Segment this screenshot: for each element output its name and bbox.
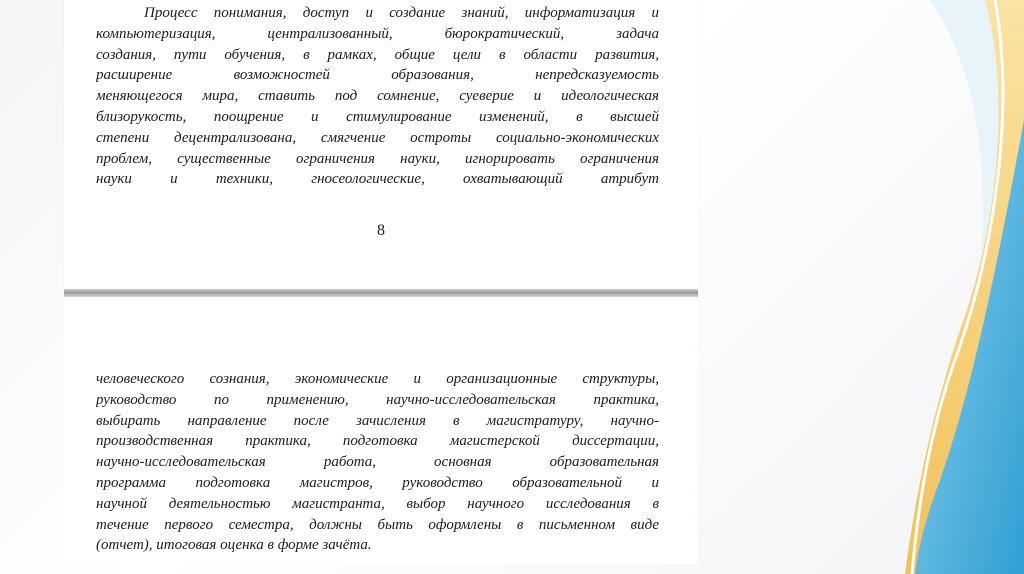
text-line: течение первого семестра, должны быть оформлены в письменном виде — [96, 516, 659, 533]
page-top-text — [96, 3, 659, 190]
document-page-bottom — [64, 297, 698, 564]
text-line: (отчет), итоговая оценка в форме зачёта. — [96, 537, 372, 554]
text-line: научно-исследовательская работа, основная образовательная — [96, 454, 659, 471]
text-line: науки и техники, гносеологические, охватывающий атрибут — [96, 171, 659, 188]
text-line: руководство по применению, научно-исследовательская практика, — [96, 391, 659, 408]
text-line: расширение возможностей образования, непредсказуемость — [96, 67, 659, 84]
text-line: научной деятельностью магистранта, выбор научного исследования в — [96, 495, 659, 512]
text-line: компьютеризация, централизованный, бюрократический, задача — [96, 25, 659, 42]
page-separator — [64, 289, 698, 297]
page-number: 8 — [377, 222, 385, 239]
text-line: меняющегося мира, ставить под сомнение, суеверие и идеологическая — [96, 88, 659, 105]
page-bottom-text — [96, 369, 659, 556]
text-line: программа подготовка магистров, руководство образовательной и — [96, 474, 659, 491]
text-line: создания, пути обучения, в рамках, общие цели в области развития, — [96, 46, 659, 63]
text-line: Процесс понимания, доступ и создание знаний, информатизация и — [144, 5, 659, 21]
document-page-top — [64, 0, 698, 290]
text-line: выбирать направление после зачисления в магистратуру, научно- — [96, 412, 659, 429]
text-line: человеческого сознания, экономические и организационные структуры, — [96, 371, 659, 387]
text-line: степени децентрализована, смягчение остроты социально-экономических — [96, 129, 659, 146]
text-line: проблем, существенные ограничения науки, игнорировать ограничения — [96, 150, 659, 167]
text-line: близорукость, поощрение и стимулирование изменений, в высшей — [96, 108, 659, 125]
text-line: производственная практика, подготовка магистерской диссертации, — [96, 433, 659, 450]
